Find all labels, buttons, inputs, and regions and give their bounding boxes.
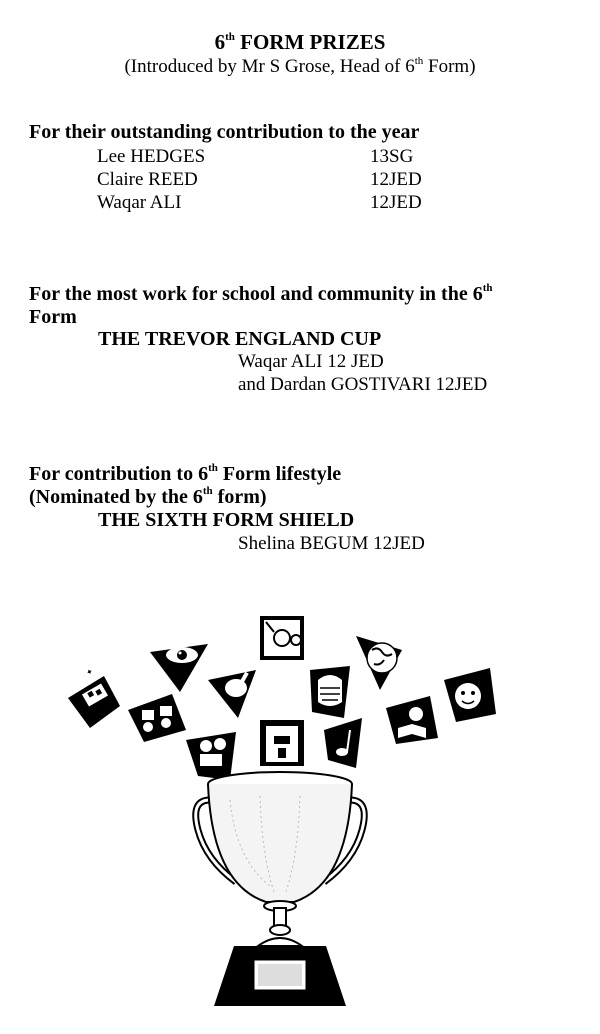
section2-award: THE TREVOR ENGLAND CUP bbox=[98, 328, 382, 350]
section1-name-3: Waqar ALI bbox=[97, 192, 182, 213]
section1-name-1: Lee HEDGES bbox=[97, 146, 206, 167]
flask-icon bbox=[208, 670, 256, 718]
cameras-icon bbox=[128, 694, 186, 742]
section2-heading: For the most work for school and community in the 6th bbox=[29, 282, 493, 305]
section2-winner-1: Waqar ALI 12 JED bbox=[238, 351, 384, 372]
section2-winner-2: and Dardan GOSTIVARI 12JED bbox=[238, 374, 488, 395]
globe-icon bbox=[356, 636, 402, 690]
page-title: 6th FORM PRIZES bbox=[214, 30, 386, 54]
music-note-icon bbox=[324, 718, 362, 768]
section3-line2: (Nominated by the 6th form) bbox=[29, 485, 267, 508]
knight-helmet-icon bbox=[310, 666, 350, 718]
section1-form-1: 13SG bbox=[370, 146, 414, 167]
section2-heading-line2: Form bbox=[29, 306, 77, 328]
section3-winner: Shelina BEGUM 12JED bbox=[238, 533, 425, 554]
section3-award: THE SIXTH FORM SHIELD bbox=[98, 509, 355, 531]
gramophone-icon bbox=[260, 616, 304, 660]
reader-icon bbox=[386, 696, 438, 744]
section1-form-2: 12JED bbox=[370, 169, 422, 190]
face-icon bbox=[444, 668, 496, 722]
section1-heading: For their outstanding contribution to the year bbox=[29, 121, 420, 143]
section1-form-3: 12JED bbox=[370, 192, 422, 213]
trophy-icon bbox=[196, 772, 365, 1006]
house-icon bbox=[68, 666, 120, 728]
floppy-disk-icon bbox=[260, 720, 304, 766]
eye-icon bbox=[150, 644, 208, 692]
trophy-artwork bbox=[60, 610, 520, 1020]
film-camera-icon bbox=[186, 732, 236, 780]
svg-text:✦: ✦ bbox=[84, 666, 95, 678]
section3-line1: For contribution to 6th Form lifestyle bbox=[29, 462, 342, 485]
section1-name-2: Claire REED bbox=[97, 169, 198, 190]
page-subtitle: (Introduced by Mr S Grose, Head of 6th Form) bbox=[124, 54, 476, 77]
